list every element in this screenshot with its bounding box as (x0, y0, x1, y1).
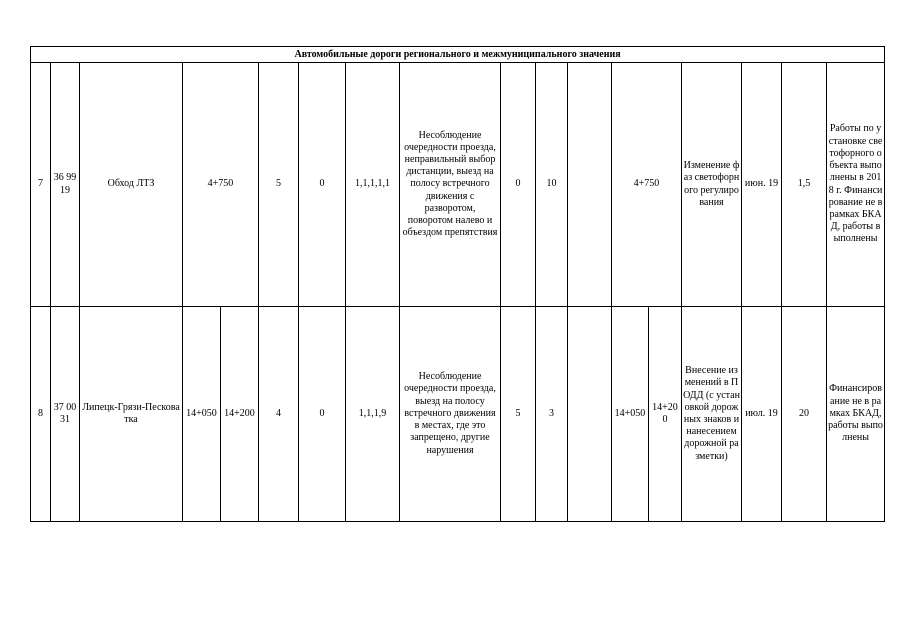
col-10: 0 (501, 63, 536, 307)
note: Финансирование не в рамках БКАД, работы выполнены (827, 307, 885, 522)
injured-codes: 1,1,1,9 (346, 307, 400, 522)
road-code: 36 99 19 (51, 63, 80, 307)
col-10: 5 (501, 307, 536, 522)
measure: Изменение фаз светофорного регулирования (682, 63, 742, 307)
table-row (31, 63, 885, 307)
date: июл. 19 (742, 307, 782, 522)
km-to: 14+200 (221, 307, 259, 522)
road-name: Липецк-Грязи-Песковатка (80, 307, 183, 522)
road-code: 37 00 31 (51, 307, 80, 522)
accident-count: 4 (259, 307, 299, 522)
measure: Внесение изменений в ПОДД (с установкой дорожных знаков и нанесением дорожной разметки) (682, 307, 742, 522)
date: июн. 19 (742, 63, 782, 307)
km-from: 14+050 (183, 307, 221, 522)
col-11: 3 (536, 307, 568, 522)
accident-cause: Несоблюдение очередности проезда, выезд на полосу встречного движения в местах, где это запрещено, другие нарушения (400, 307, 501, 522)
col-12 (568, 63, 612, 307)
road-name: Обход ЛТЗ (80, 63, 183, 307)
km-to-2: 14+200 (649, 307, 682, 522)
road-accidents-table (30, 46, 885, 522)
km-position-2: 4+750 (612, 63, 682, 307)
dead-count: 0 (299, 63, 346, 307)
col-12 (568, 307, 612, 522)
injured-codes: 1,1,1,1,1 (346, 63, 400, 307)
value: 1,5 (782, 63, 827, 307)
accident-count: 5 (259, 63, 299, 307)
km-position: 4+750 (183, 63, 259, 307)
row-number: 8 (31, 307, 51, 522)
table-header: Автомобильные дороги регионального и межмуниципального значения (31, 47, 885, 63)
km-from-2: 14+050 (612, 307, 649, 522)
accident-cause: Несоблюдение очередности проезда, неправильный выбор дистанции, выезд на полосу встречного движения с разворотом, поворотом налево и объездом препятствия (400, 63, 501, 307)
row-number: 7 (31, 63, 51, 307)
table-row (31, 307, 885, 522)
value: 20 (782, 307, 827, 522)
col-11: 10 (536, 63, 568, 307)
note: Работы по установке светофорного объекта выполнены в 2018 г. Финансирование не в рамках БКАД, работы выполнены (827, 63, 885, 307)
dead-count: 0 (299, 307, 346, 522)
